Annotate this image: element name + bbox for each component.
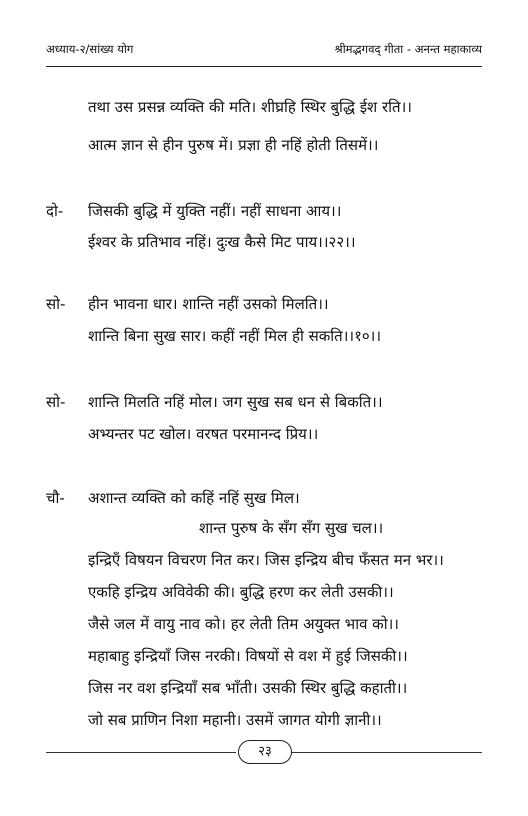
verse-line: ईश्वर के प्रतिभाव नहिं। दुःख कैसे मिट पाय।।२२।। (88, 233, 356, 251)
verse-label-soratha: सो- (46, 393, 66, 411)
verse-line: अशान्त व्यक्ति को कहिं नहिं सुख मिल। (88, 489, 300, 507)
verse-line: जिस नर वश इन्द्रियाँ सब भाँती। उसकी स्थिर बुद्धि कहाती।। (88, 679, 408, 697)
verse-line: आत्म ज्ञान से हीन पुरुष में। प्रज्ञा ही नहिं होती तिसमें।। (88, 136, 379, 154)
verse-line: शान्ति बिना सुख सार। कहीं नहीं मिल ही सकति।।१०।। (88, 327, 382, 345)
chapter-title: अध्याय-२/सांख्य योग (46, 42, 134, 56)
footer-rule-left (46, 752, 236, 753)
page-number: २३ (238, 740, 292, 764)
verse-label-chaupai: चौ- (46, 489, 65, 507)
verse-line: तथा उस प्रसन्न व्यक्ति की मति। शीघ्रहि स्थिर बुद्धि ईश रति।। (88, 98, 412, 116)
verse-line: शान्ति मिलति नहिं मोल। जग सुख सब धन से बिकति।। (88, 393, 383, 411)
footer-rule-right (292, 752, 482, 753)
verse-line: शान्त पुरुष के सँग सँग सुख चल।। (199, 519, 384, 537)
book-title: श्रीमद्भगवद् गीता - अनन्त महाकाव्य (334, 42, 482, 56)
verse-line: महाबाहु इन्द्रियाँ जिस नरकी। विषयों से वश में हुई जिसकी।। (88, 647, 408, 665)
verse-line: हीन भावना धार। शान्ति नहीं उसको मिलति।। (88, 295, 329, 313)
verse-line: जैसे जल में वायु नाव को। हर लेती तिम अयुक्त भाव को।। (88, 615, 399, 633)
verse-line: अभ्यन्तर पट खोल। वरषत परमानन्द प्रिय।। (88, 425, 319, 443)
verse-label-doha: दो- (46, 202, 64, 220)
verse-line: जो सब प्राणिन निशा महानी। उसमें जागत योगी ज्ञानी।। (88, 711, 382, 729)
verse-line: एकहि इन्द्रिय अविवेकी की। बुद्धि हरण कर लेती उसकी।। (88, 583, 394, 601)
verse-line: जिसकी बुद्धि में युक्ति नहीं। नहीं साधना आय।। (88, 202, 342, 220)
running-header (46, 42, 482, 60)
verse-label-soratha: सो- (46, 295, 66, 313)
header-rule (46, 66, 482, 67)
verse-line: इन्द्रिएँ विषयन विचरण नित कर। जिस इन्द्रिय बीच फँसत मन भर।। (88, 551, 444, 569)
